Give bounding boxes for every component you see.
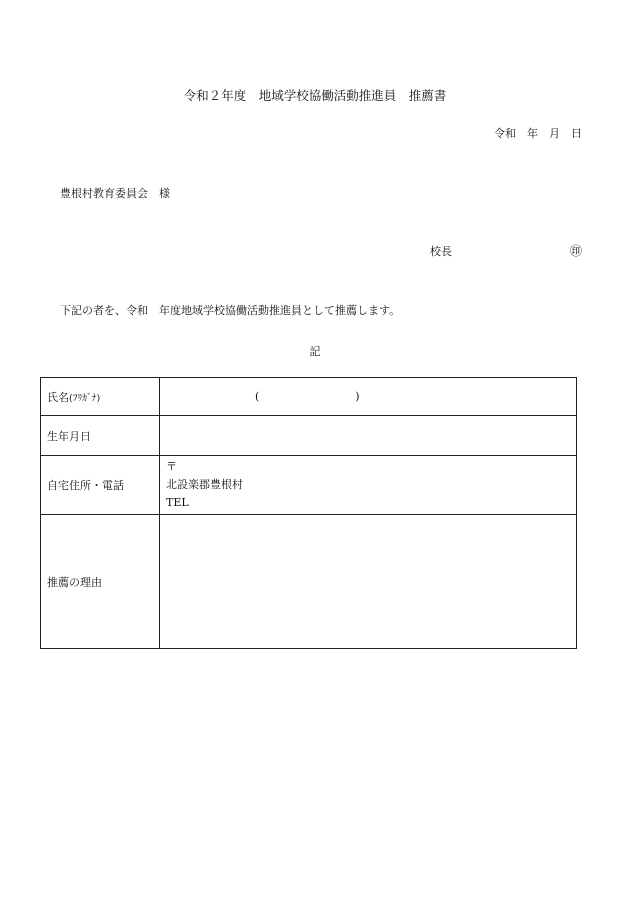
postal-mark: 〒 [166,460,177,473]
tel-label: TEL [166,496,189,509]
address-label: 自宅住所・電話 [41,456,160,515]
furigana-paren-close: ) [355,390,360,403]
recommendation-form-table [40,377,577,649]
date-line: 令和 年 月 日 [494,127,582,140]
reason-row [41,515,577,649]
address-value-cell[interactable] [160,456,577,515]
dob-row [41,416,577,456]
document-title: 令和２年度 地域学校協働活動推進員 推薦書 [183,88,447,103]
reason-value-cell[interactable] [160,515,577,649]
name-value-cell[interactable] [160,378,577,416]
recommendation-statement: 下記の者を、令和 年度地域学校協働活動推進員として推薦します。 [60,304,401,317]
address-text: 北設楽郡豊根村 [166,478,243,491]
dob-value-cell[interactable] [160,416,577,456]
furigana-paren-open: ( [255,390,260,403]
dob-label: 生年月日 [41,416,160,456]
furigana-label: (ﾌﾘｶﾞﾅ) [69,392,101,404]
seal-mark: ㊞ [570,244,583,258]
address-row [41,456,577,515]
reason-label: 推薦の理由 [41,515,160,649]
name-label: 氏名 [47,390,69,404]
ki-heading: 記 [309,345,321,358]
addressee: 豊根村教育委員会 様 [60,187,170,200]
principal-label: 校長 [430,245,452,258]
name-label-cell [41,378,160,416]
name-row [41,378,577,416]
